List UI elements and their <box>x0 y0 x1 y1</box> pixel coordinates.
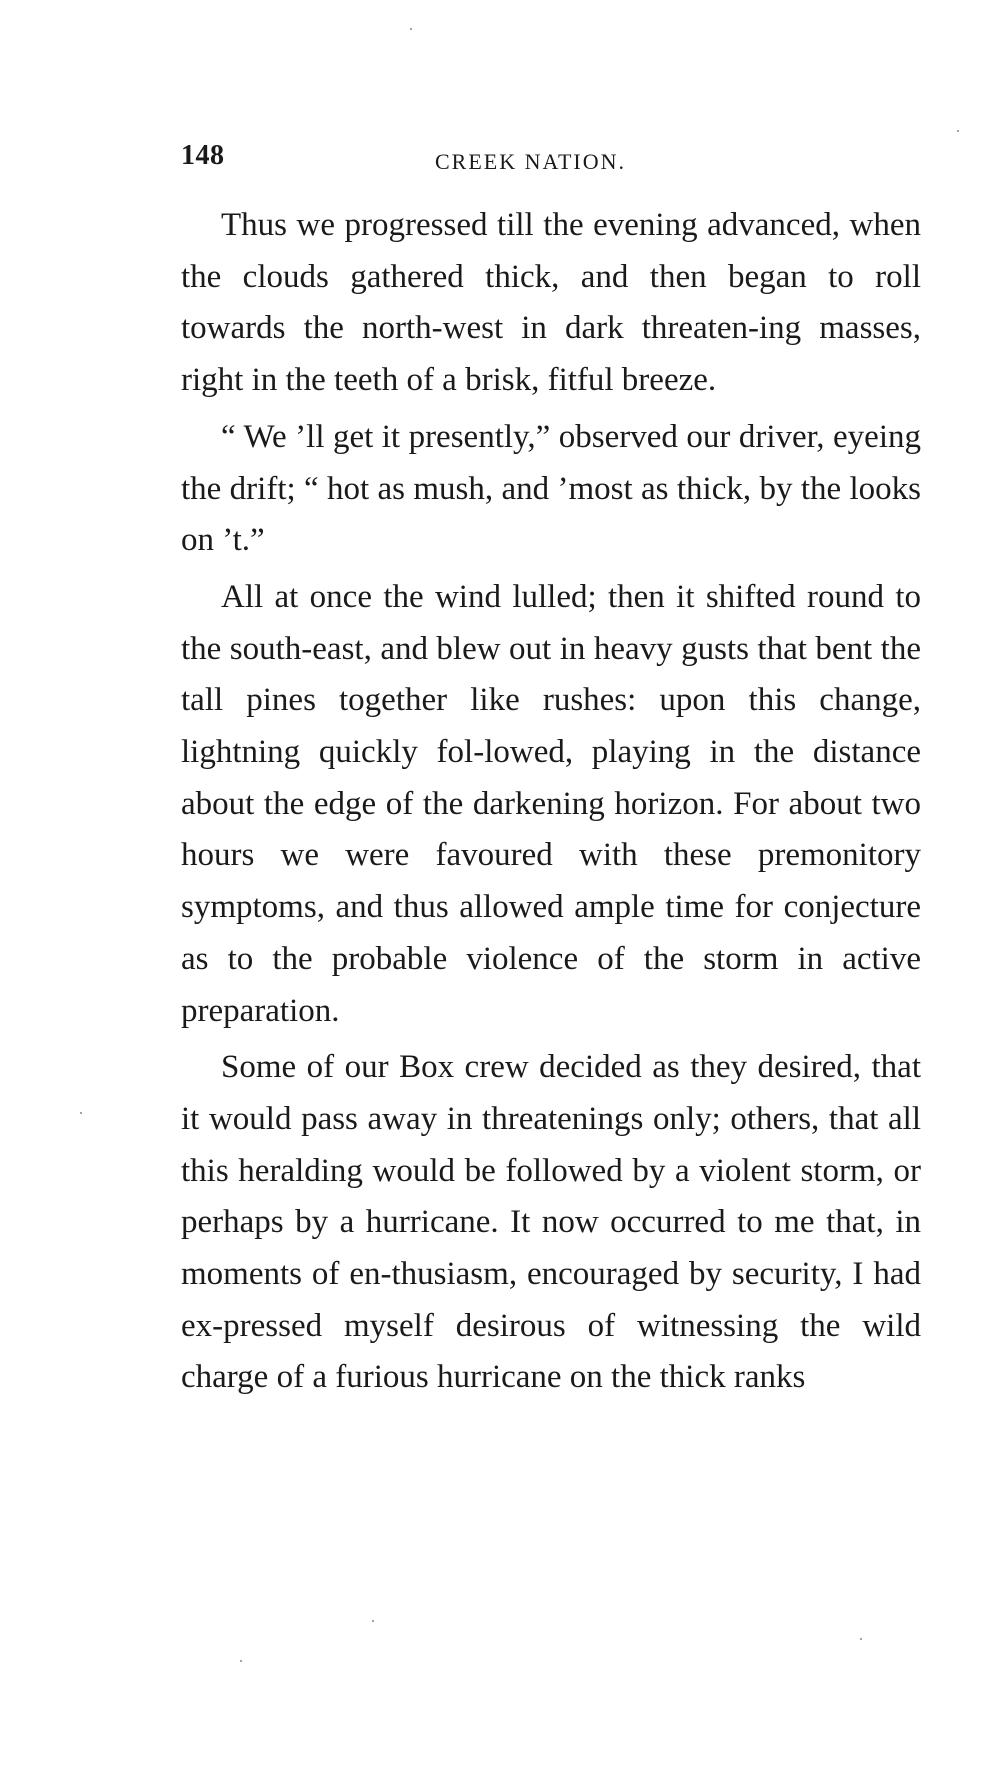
print-speck <box>410 28 412 30</box>
paragraph-1: Thus we progressed till the evening advanced, when the clouds gathered thick, and then began to roll towards the north-west in dark threaten-ing masses, right in the teeth of a brisk, fitful breeze. <box>181 207 921 399</box>
paragraph-2: “ We ’ll get it presently,” observed our driver, eyeing the drift; “ hot as mush, and ’most as thick, by the looks on ’t.” <box>181 418 921 559</box>
page-number: 148 <box>181 140 225 171</box>
print-speck <box>372 1620 374 1622</box>
running-head: CREEK NATION. <box>435 149 626 174</box>
body-text <box>181 200 921 1409</box>
print-speck <box>240 1660 242 1662</box>
paragraph-3: All at once the wind lulled; then it shifted round to the south-east, and blew out in heavy gusts that bent the tall pines together like rushes: upon this change, lightning quickly fol-lowed, playing in the distance about the edge of the darkening horizon. For about two hours we were favoured with these premonitory symptoms, and thus allowed ample time for conjecture as to the probable violence of the storm in active preparation. <box>181 578 921 1029</box>
print-speck <box>957 130 959 132</box>
paragraph-4: Some of our Box crew decided as they desired, that it would pass away in threatenings only; others, that all this heralding would be followed by a violent storm, or perhaps by a hurricane. It now occurred to me that, in moments of en-thusiasm, encouraged by security, I had ex-pressed myself desirous of witnessing the wild charge of a furious hurricane on the thick ranks <box>181 1049 921 1396</box>
print-speck <box>860 1638 862 1640</box>
print-speck <box>80 1112 82 1114</box>
page-header <box>181 140 921 184</box>
